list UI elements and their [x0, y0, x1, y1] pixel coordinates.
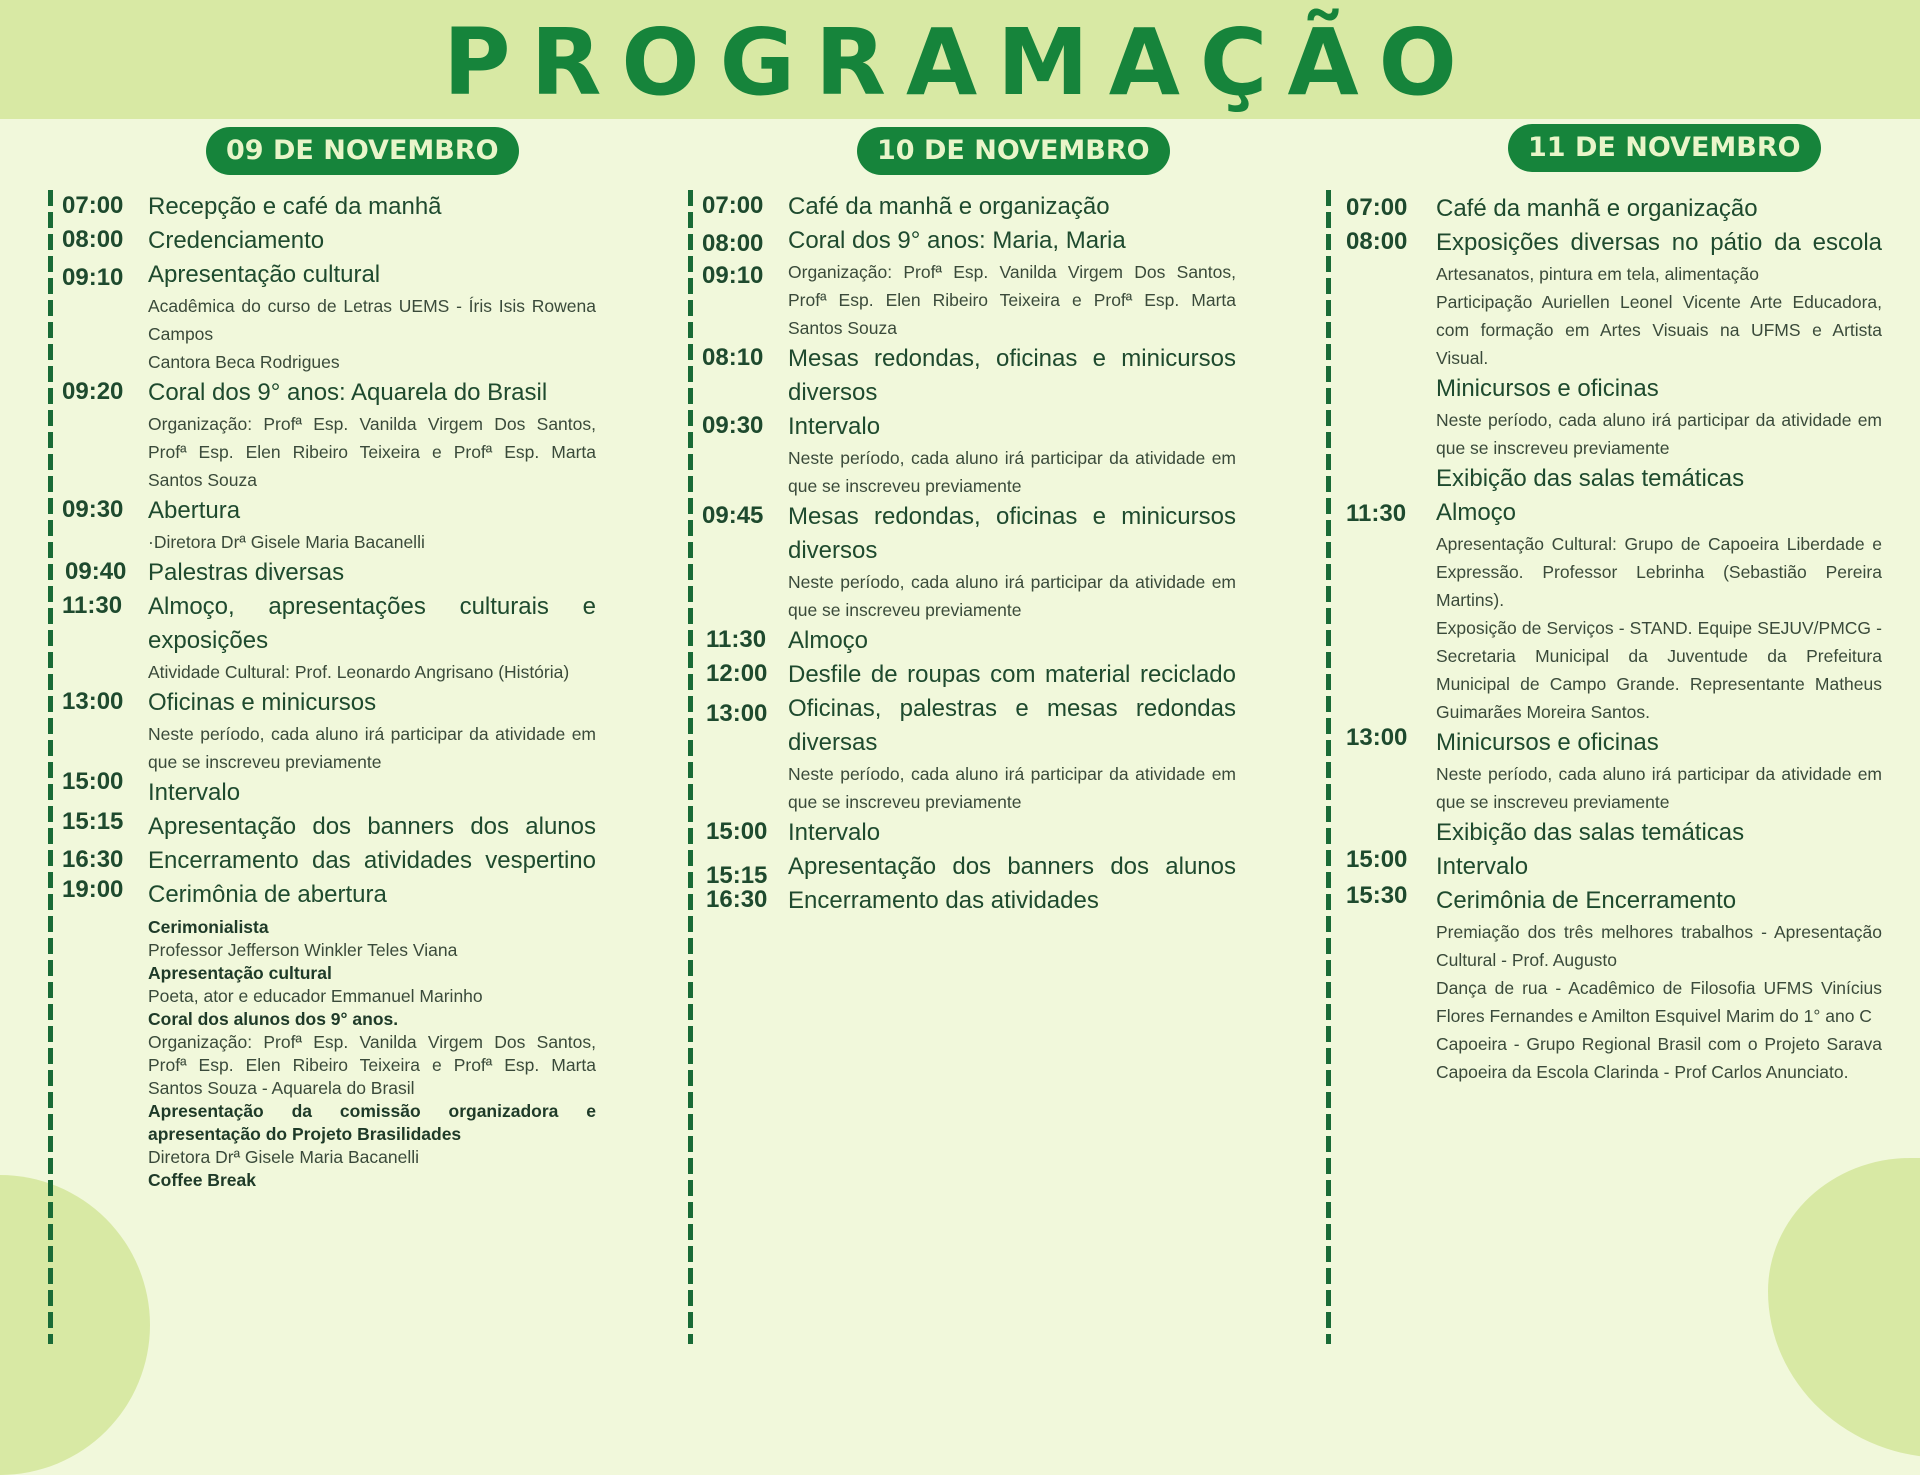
entry-detail: Artesanatos, pintura em tela, alimentação: [1436, 264, 1759, 284]
entry-title: Intervalo: [148, 779, 241, 806]
entry-title: Recepção e café da manhã: [148, 193, 442, 220]
entry-title: Mesas redondas, oficinas e minicursos diversos: [788, 345, 1236, 406]
entry-detail: Neste período, cada aluno irá participar da atividade em que se inscreveu previamente: [1436, 410, 1882, 458]
entry-detail: Professor Jefferson Winkler Teles Viana: [148, 940, 458, 960]
schedule-entry: [702, 500, 1236, 624]
schedule-entry: [702, 658, 1236, 692]
schedule-entry: [62, 686, 596, 776]
schedule-entry: [62, 224, 596, 258]
entry-detail: Neste período, cada aluno irá participar da atividade em que se inscreveu previamente: [788, 448, 1236, 496]
entry-title: Credenciamento: [148, 227, 325, 254]
entry-detail: Organização: Profª Esp. Vanilda Virgem Dos Santos, Profª Esp. Elen Ribeiro Teixeira e Profª Esp. Marta Santos Souza: [148, 414, 596, 490]
entry-title: Almoço: [1436, 499, 1517, 526]
entry-time: 15:15: [62, 808, 124, 835]
entry-title: Apresentação cultural: [148, 261, 381, 288]
entry-title: Almoço, apresentações culturais e exposições: [148, 593, 596, 654]
schedule-entry: [702, 884, 1236, 918]
entry-time: 09:10: [62, 264, 124, 291]
day2-label: 10 DE NOVEMBRO: [857, 127, 1170, 175]
entry-title: Intervalo: [1436, 853, 1529, 880]
entry-time: 15:00: [62, 768, 124, 795]
schedule-entry: [702, 224, 1236, 258]
entry-detail: Acadêmica do curso de Letras UEMS - Íris Isis Rowena Campos: [148, 296, 596, 344]
entry-title: Cerimônia de abertura: [148, 881, 387, 908]
entry-title: Mesas redondas, oficinas e minicursos diversos: [788, 503, 1236, 564]
schedule-entry: [62, 878, 596, 1192]
schedule-entry: [702, 410, 1236, 500]
entry-detail: Capoeira - Grupo Regional Brasil com o Projeto Sarava Capoeira da Escola Clarinda - Prof Carlos Anunciato.: [1436, 1034, 1882, 1082]
entry-title: Apresentação dos banners dos alunos: [148, 813, 596, 840]
entry-time: 08:00: [62, 226, 124, 253]
entry-time: 08:00: [1346, 228, 1408, 255]
entry-title: Almoço: [788, 627, 869, 654]
entry-time: 07:00: [702, 192, 764, 219]
entry-detail: Cantora Beca Rodrigues: [148, 352, 340, 372]
entry-time: 11:30: [706, 626, 767, 653]
entry-time: 15:00: [706, 818, 768, 845]
schedule-entry: [62, 258, 596, 376]
schedule-entry: [702, 816, 1236, 850]
entry-time: 09:45: [702, 502, 764, 529]
schedule-entry: [62, 590, 596, 686]
entry-detail: Atividade Cultural: Prof. Leonardo Angrisano (História): [148, 662, 570, 682]
entry-time: 09:30: [702, 412, 764, 439]
entry-title: Oficinas e minicursos: [148, 689, 377, 716]
entry-detail: Premiação dos três melhores trabalhos - Apresentação Cultural - Prof. Augusto: [1436, 922, 1882, 970]
entry-title: Café da manhã e organização: [788, 193, 1110, 220]
entry-title: Intervalo: [788, 819, 881, 846]
entry-title: Encerramento das atividades: [788, 887, 1099, 914]
schedule-entry: [702, 850, 1236, 889]
entry-title: Desfile de roupas com material reciclado: [788, 661, 1236, 688]
decorative-blob-right: [1768, 1158, 1920, 1458]
entry-title: Palestras diversas: [148, 559, 345, 586]
entry-title: Abertura: [148, 497, 241, 524]
entry-detail: Dança de rua - Acadêmico de Filosofia UFMS Vinícius Flores Fernandes e Amilton Esquivel Marim do 1° ano C: [1436, 978, 1882, 1026]
schedule-entry: [1346, 884, 1882, 1086]
entry-detail: Diretora Drª Gisele Maria Bacanelli: [148, 1147, 420, 1167]
entry-detail: Organização: Profª Esp. Vanilda Virgem Dos Santos, Profª Esp. Elen Ribeiro Teixeira e Profª Esp. Marta Santos Souza: [788, 262, 1236, 338]
schedule-entry: [702, 190, 1236, 224]
entry-title: Exposições diversas no pátio da escola: [1436, 229, 1882, 256]
day1-label: 09 DE NOVEMBRO: [206, 127, 519, 175]
entry-time: 11:30: [62, 592, 123, 619]
schedule-entry: [702, 342, 1236, 410]
schedule-entry: [62, 556, 596, 590]
schedule-entry: [1346, 226, 1882, 496]
entry-time: 13:00: [1346, 724, 1408, 751]
entry-title: Exibição das salas temáticas: [1436, 819, 1745, 846]
timeline-divider: [48, 190, 53, 1344]
entry-title: Coral dos 9° anos: Maria, Maria: [788, 227, 1126, 254]
entry-time: 09:10: [702, 262, 764, 289]
entry-detail: Organização: Profª Esp. Vanilda Virgem Dos Santos, Profª Esp. Elen Ribeiro Teixeira e Profª Esp. Marta Santos Souza - Aquarela do Brasil: [148, 1032, 596, 1098]
entry-time: 07:00: [1346, 194, 1408, 221]
day3-label: 11 DE NOVEMBRO: [1508, 124, 1821, 172]
entry-title: Exibição das salas temáticas: [1436, 465, 1745, 492]
schedule-entry: [1346, 726, 1882, 850]
entry-time: 08:00: [702, 230, 764, 257]
entry-subheading: Coffee Break: [148, 1170, 256, 1190]
schedule-entry: [702, 692, 1236, 816]
schedule-entry: [62, 190, 596, 224]
entry-detail: Neste período, cada aluno irá participar da atividade em que se inscreveu previamente: [788, 572, 1236, 620]
entry-title: Coral dos 9° anos: Aquarela do Brasil: [148, 379, 548, 406]
schedule-entry: [1346, 846, 1882, 884]
entry-time: 09:20: [62, 378, 124, 405]
entry-time: 07:00: [62, 192, 124, 219]
entry-time: 08:10: [702, 344, 764, 371]
entry-title: Encerramento das atividades vespertino: [148, 847, 596, 874]
entry-title: Minicursos e oficinas: [1436, 729, 1659, 756]
schedule-entry: [1346, 496, 1882, 726]
schedule-entry: [702, 624, 1236, 658]
entry-subheading: Apresentação da comissão organizadora e apresentação do Projeto Brasilidades: [148, 1101, 596, 1144]
schedule-entry: [702, 258, 1236, 342]
schedule-entry: [62, 844, 596, 878]
page-title: PROGRAMAÇÃO: [443, 9, 1477, 116]
entry-time: 09:40: [65, 558, 127, 585]
entry-subheading: Coral dos alunos dos 9° anos.: [148, 1009, 399, 1029]
entry-detail: Poeta, ator e educador Emmanuel Marinho: [148, 986, 483, 1006]
entry-detail: Exposição de Serviços - STAND. Equipe SEJUV/PMCG - Secretaria Municipal da Juventude da Prefeitura Municipal de Campo Grande. Representante Matheus Guimarães Moreira Santos.: [1436, 618, 1882, 722]
entry-title: Oficinas, palestras e mesas redondas diversas: [788, 695, 1236, 756]
entry-time: 19:00: [62, 876, 124, 903]
entry-time: 11:30: [1346, 500, 1407, 527]
entry-title: Cerimônia de Encerramento: [1436, 887, 1737, 914]
entry-time: 13:00: [706, 700, 768, 727]
entry-time: 16:30: [62, 846, 124, 873]
entry-title: Minicursos e oficinas: [1436, 375, 1659, 402]
entry-title: Café da manhã e organização: [1436, 195, 1758, 222]
entry-detail: Neste período, cada aluno irá participar da atividade em que se inscreveu previamente: [148, 724, 596, 772]
schedule-entry: [62, 376, 596, 494]
entry-time: 15:00: [1346, 846, 1408, 873]
entry-detail: Neste período, cada aluno irá participar da atividade em que se inscreveu previamente: [788, 764, 1236, 812]
timeline-divider: [1326, 190, 1331, 1344]
entry-detail: ·Diretora Drª Gisele Maria Bacanelli: [148, 532, 425, 552]
entry-time: 09:30: [62, 496, 124, 523]
entry-subheading: Cerimonialista: [148, 917, 269, 937]
schedule-entry: [62, 768, 596, 810]
entry-time: 15:15: [706, 862, 768, 889]
entry-detail: Neste período, cada aluno irá participar da atividade em que se inscreveu previamente: [1436, 764, 1882, 812]
entry-detail: Apresentação Cultural: Grupo de Capoeira Liberdade e Expressão. Professor Lebrinha (Sebastião Pereira Martins).: [1436, 534, 1882, 610]
decorative-blob-left: [0, 1175, 150, 1475]
entry-time: 16:30: [706, 886, 768, 913]
schedule-entry: [62, 810, 596, 844]
schedule-entry: [1346, 192, 1882, 226]
entry-title: Apresentação dos banners dos alunos: [788, 853, 1236, 880]
entry-time: 13:00: [62, 688, 124, 715]
entry-time: 15:30: [1346, 882, 1408, 909]
entry-detail: Participação Auriellen Leonel Vicente Arte Educadora, com formação em Artes Visuais na UFMS e Artista Visual.: [1436, 292, 1882, 368]
schedule-entry: [62, 494, 596, 556]
entry-subheading: Apresentação cultural: [148, 963, 332, 983]
entry-title: Intervalo: [788, 413, 881, 440]
timeline-divider: [688, 190, 693, 1344]
entry-time: 12:00: [706, 660, 768, 687]
